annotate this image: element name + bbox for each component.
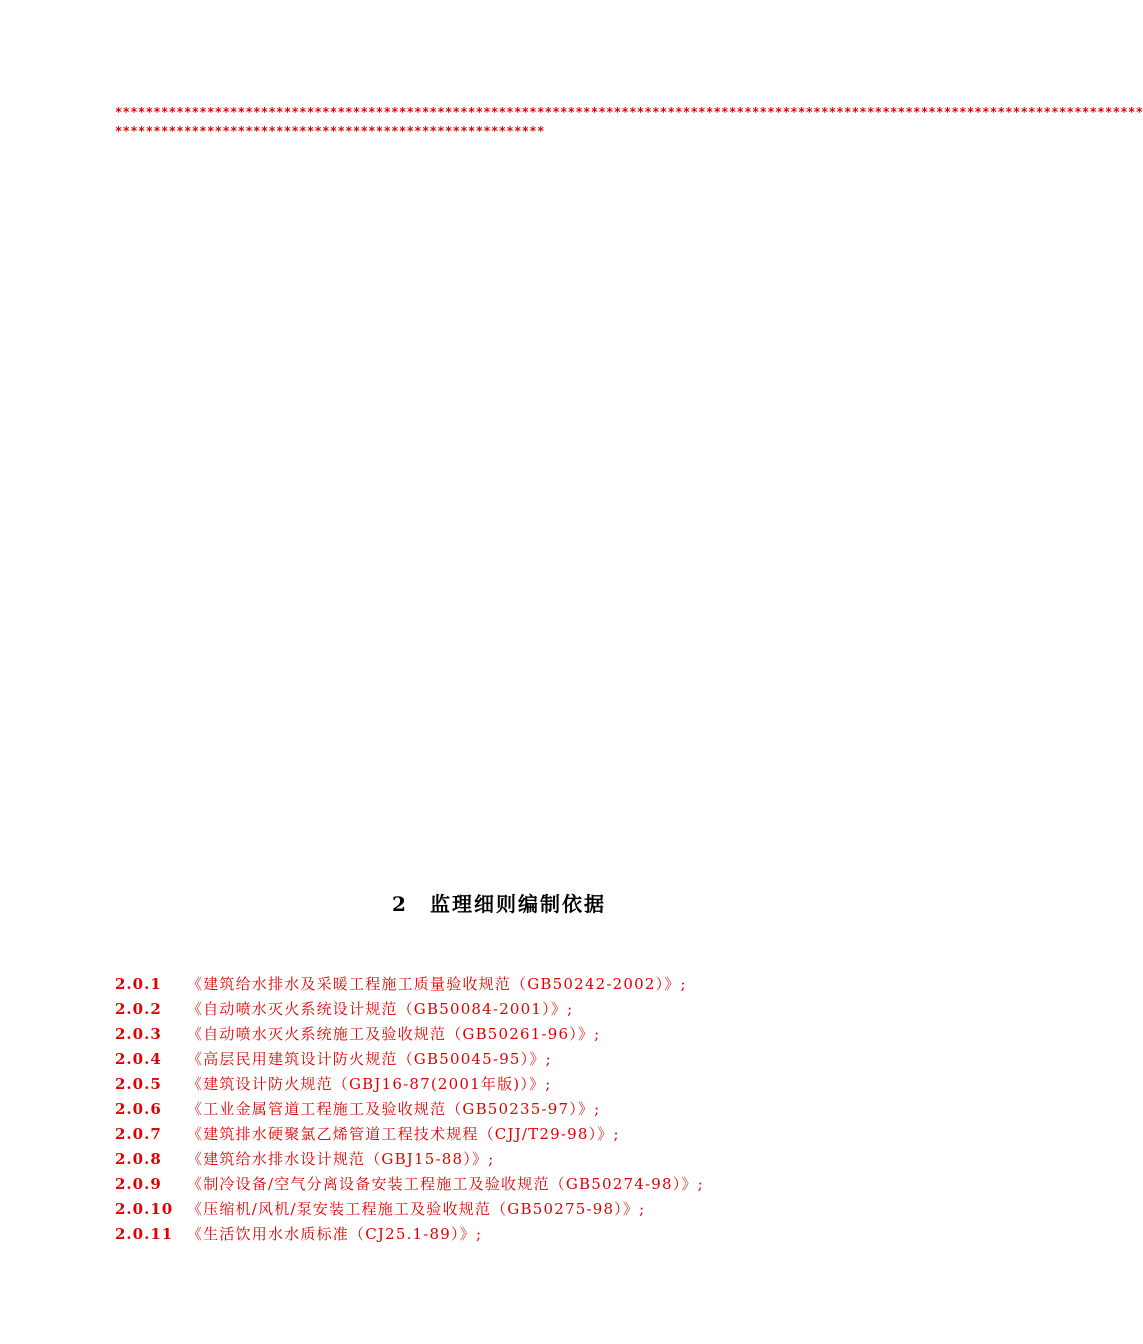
- reference-text: 《工业金属管道工程施工及验收规范（GB50235-97）》;: [187, 1100, 601, 1118]
- reference-item: [115, 1072, 875, 1097]
- reference-list: [115, 972, 875, 1247]
- reference-item: [115, 972, 875, 997]
- reference-item: [115, 1097, 875, 1122]
- reference-text: 《自动喷水灭火系统设计规范（GB50084-2001）》;: [187, 1000, 574, 1018]
- reference-code: 2.0.7: [115, 1125, 162, 1143]
- asterisk-divider-line-2: ********************************************************: [115, 124, 545, 138]
- reference-text: 《制冷设备/空气分离设备安装工程施工及验收规范（GB50274-98）》;: [187, 1175, 704, 1193]
- reference-item: [115, 997, 875, 1022]
- reference-code: 2.0.5: [115, 1075, 162, 1093]
- reference-item: [115, 1172, 875, 1197]
- section-number: 2: [392, 892, 408, 916]
- reference-item: [115, 1197, 875, 1222]
- reference-code: 2.0.8: [115, 1150, 162, 1168]
- reference-item: [115, 1222, 875, 1247]
- reference-text: 《自动喷水灭火系统施工及验收规范（GB50261-96）》;: [187, 1025, 601, 1043]
- asterisk-divider-line-1: **************************************************************************************************************************************: [115, 105, 1143, 119]
- reference-code: 2.0.1: [115, 975, 162, 993]
- reference-code: 2.0.3: [115, 1025, 162, 1043]
- reference-item: [115, 1022, 875, 1047]
- reference-text: 《生活饮用水水质标准（CJ25.1-89）》;: [187, 1225, 483, 1243]
- reference-item: [115, 1122, 875, 1147]
- reference-text: 《建筑排水硬聚氯乙烯管道工程技术规程（CJJ/T29-98）》;: [187, 1125, 620, 1143]
- reference-code: 2.0.9: [115, 1175, 162, 1193]
- reference-item: [115, 1047, 875, 1072]
- reference-code: 2.0.6: [115, 1100, 162, 1118]
- reference-item: [115, 1147, 875, 1172]
- section-title: 监理细则编制依据: [429, 892, 606, 916]
- reference-code: 2.0.4: [115, 1050, 162, 1068]
- reference-code: 2.0.2: [115, 1000, 162, 1018]
- reference-text: 《高层民用建筑设计防火规范（GB50045-95）》;: [187, 1050, 552, 1068]
- reference-code: 2.0.11: [115, 1225, 174, 1243]
- section-heading: [0, 888, 950, 917]
- reference-code: 2.0.10: [115, 1200, 174, 1218]
- reference-text: 《建筑设计防火规范（GBJ16-87(2001年版)）》;: [187, 1075, 552, 1093]
- reference-text: 《压缩机/风机/泵安装工程施工及验收规范（GB50275-98）》;: [187, 1200, 646, 1218]
- reference-text: 《建筑给水排水设计规范（GBJ15-88）》;: [187, 1150, 495, 1168]
- reference-text: 《建筑给水排水及采暖工程施工质量验收规范（GB50242-2002）》;: [187, 975, 687, 993]
